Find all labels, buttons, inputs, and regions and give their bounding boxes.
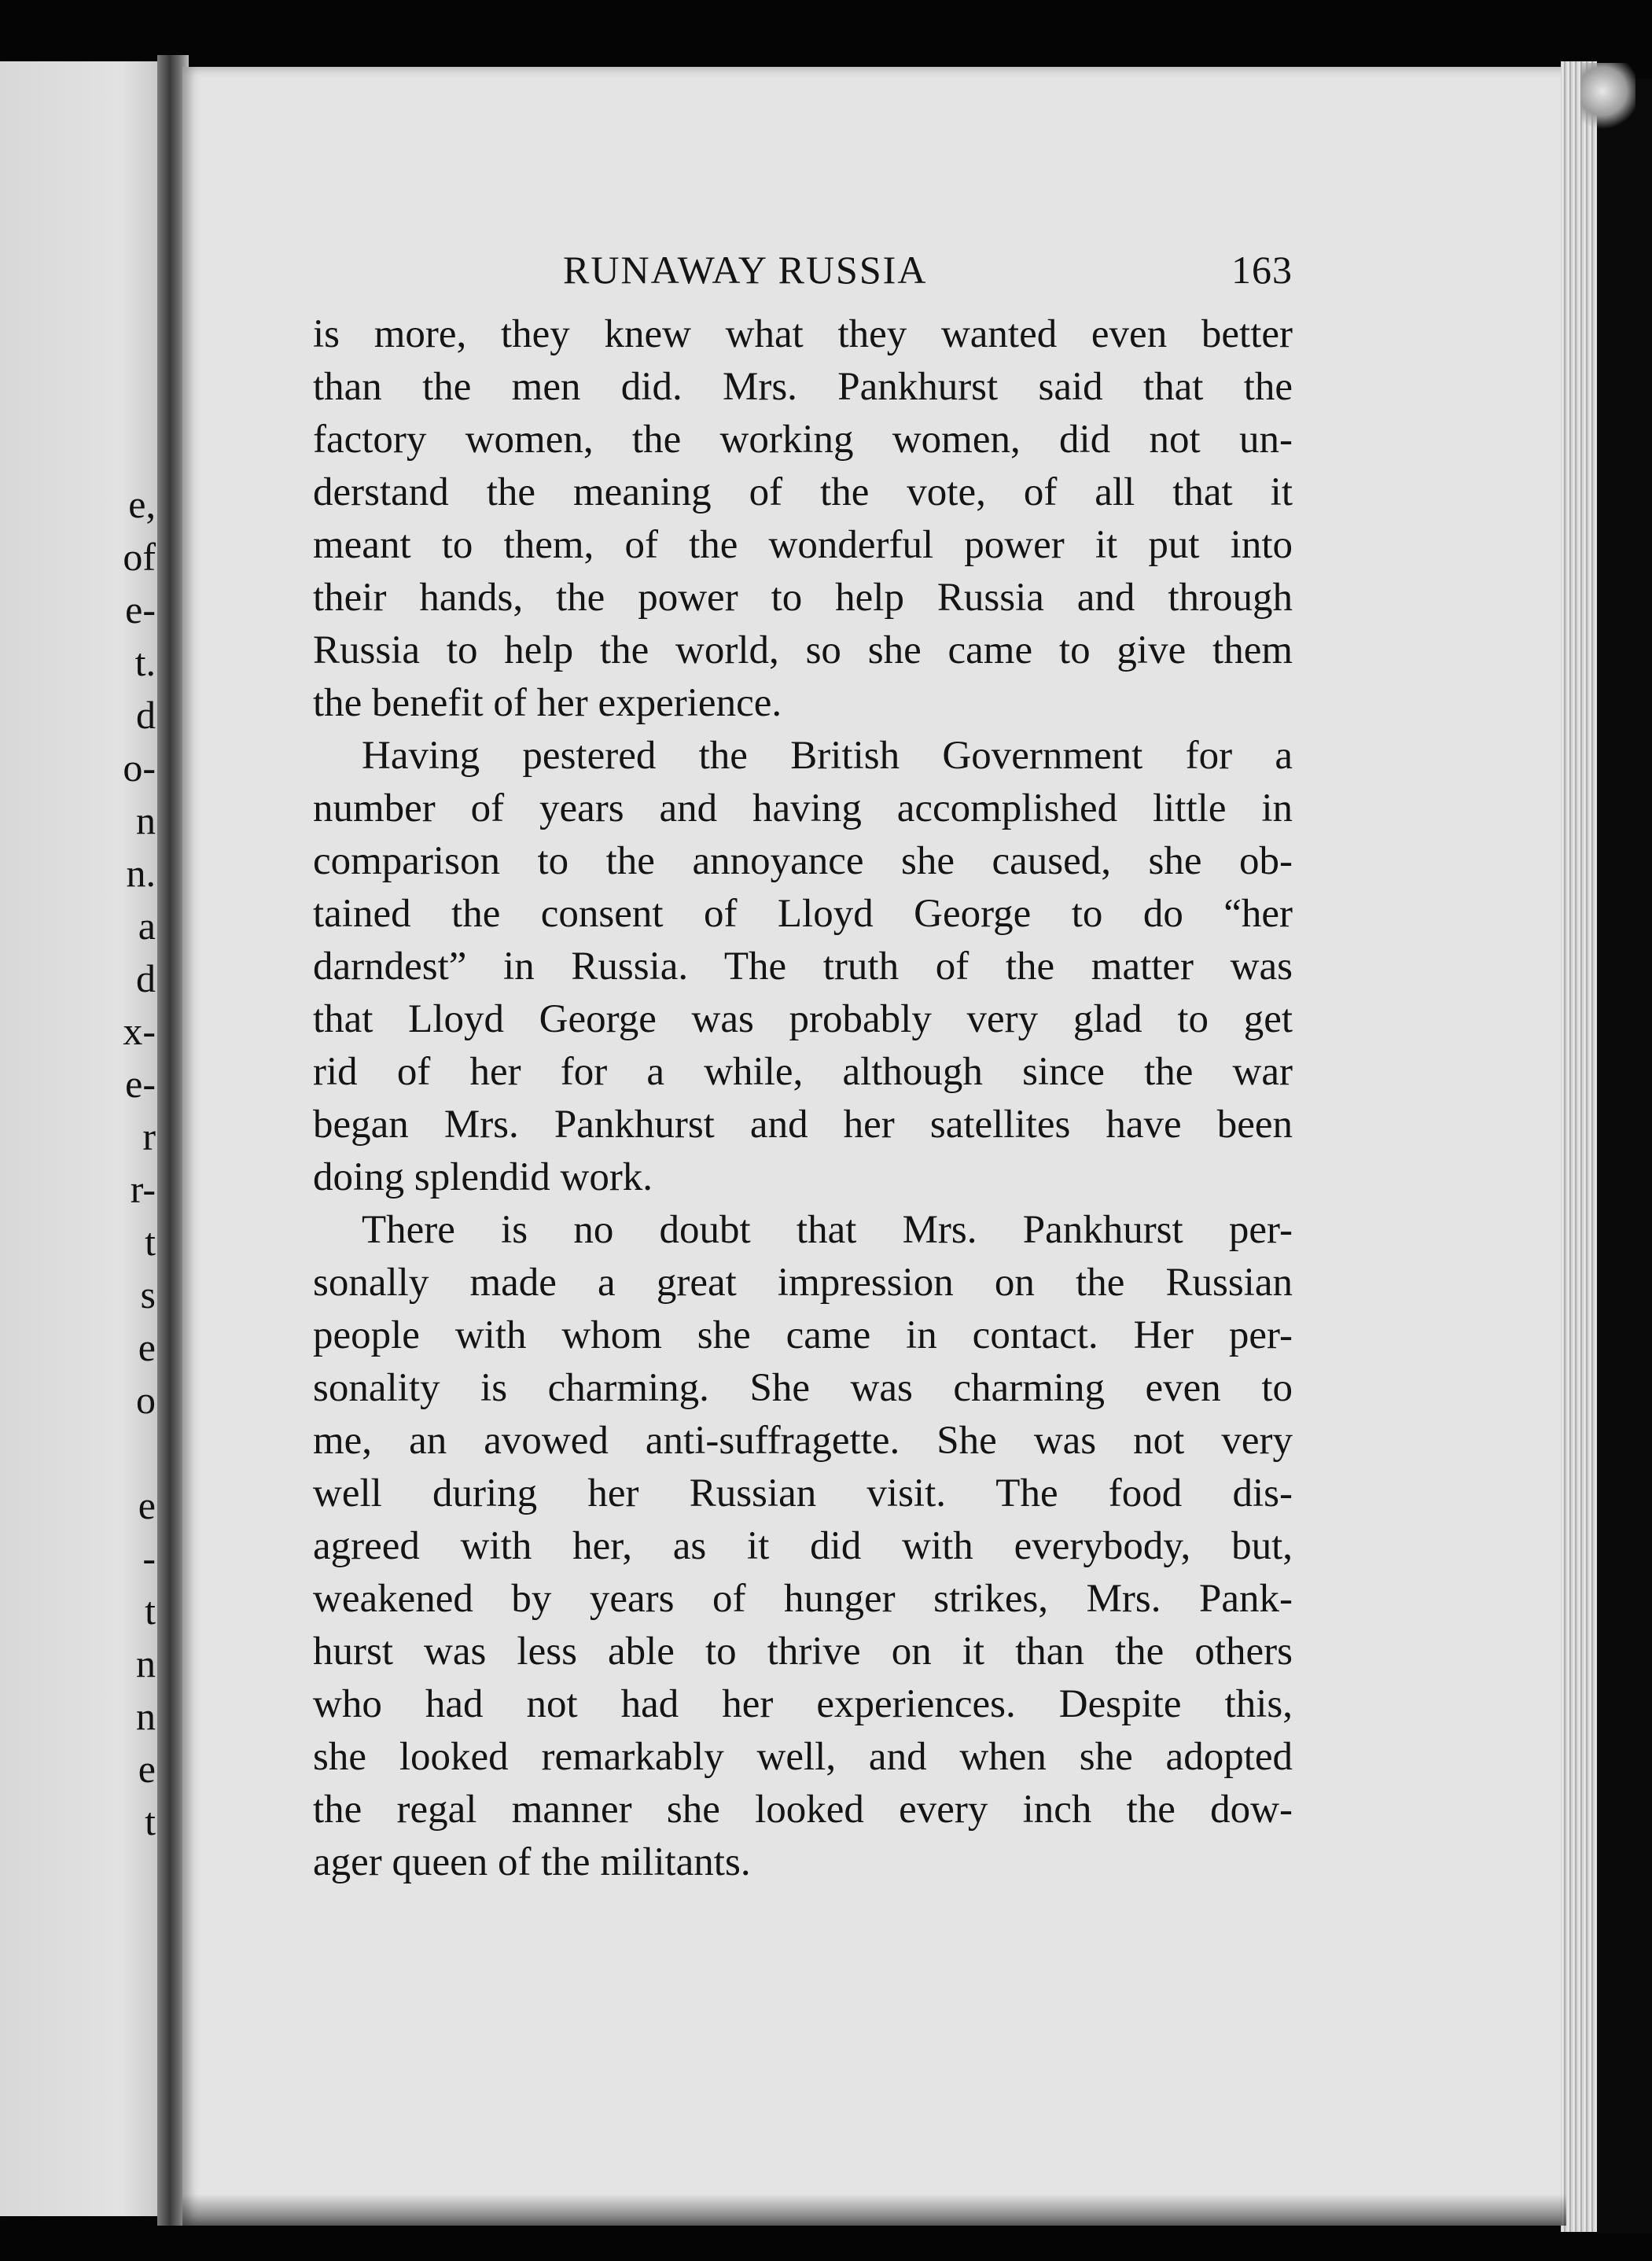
left-page-fragment: r- (130, 1167, 156, 1211)
page-edges (1561, 61, 1597, 2232)
running-head-title: RUNAWAY RUSSIA (563, 248, 928, 292)
page-number: 163 (1231, 248, 1293, 292)
left-facing-page (0, 61, 175, 2216)
left-page-fragment: t (145, 1220, 156, 1264)
left-page-fragment: n (136, 1641, 156, 1685)
left-page-fragment: of (123, 535, 156, 579)
text-line: comparison to the annoyance she caused, she ob- (313, 839, 1293, 883)
left-page-fragment: t (145, 1589, 156, 1633)
left-page-fragment: a (138, 904, 156, 948)
text-line: rid of her for a while, although since the war (313, 1050, 1293, 1094)
text-line: There is no doubt that Mrs. Pankhurst per- (362, 1208, 1293, 1252)
left-page-fragment: r (142, 1114, 156, 1158)
text-line: than the men did. Mrs. Pankhurst said that the (313, 365, 1293, 409)
left-page-fragment: t (145, 1799, 156, 1843)
paragraph (313, 730, 1293, 1204)
left-page-fragment: e- (125, 587, 156, 632)
text-line: the regal manner she looked every inch the dow- (313, 1788, 1293, 1832)
text-line: number of years and having accomplished little in (313, 786, 1293, 830)
running-head (313, 236, 1293, 308)
text-line: people with whom she came in contact. Her per- (313, 1313, 1293, 1357)
text-line: sonally made a great impression on the Russian (313, 1261, 1293, 1305)
background-edge (1597, 79, 1652, 2233)
text-line: who had not had her experiences. Despite this, (313, 1682, 1293, 1726)
text-line: that Lloyd George was probably very glad to get (313, 997, 1293, 1041)
left-page-fragment: o (136, 1378, 156, 1422)
text-line: hurst was less able to thrive on it than the others (313, 1629, 1293, 1674)
left-page-fragment: s (140, 1272, 156, 1316)
page-text-block (313, 236, 1293, 1889)
text-line: Russia to help the world, so she came to give them (313, 628, 1293, 672)
text-line: sonality is charming. She was charming even to (313, 1366, 1293, 1410)
paragraph (313, 1204, 1293, 1889)
left-page-fragment: e- (125, 1062, 156, 1106)
text-line: tained the consent of Lloyd George to do “her (313, 892, 1293, 936)
text-line: derstand the meaning of the vote, of all that it (313, 470, 1293, 514)
left-page-fragment: n (136, 798, 156, 842)
text-line: their hands, the power to help Russia and through (313, 576, 1293, 620)
left-page-fragment: e (138, 1325, 156, 1369)
text-line: is more, they knew what they wanted even better (313, 312, 1293, 356)
text-line: agreed with her, as it did with everybody, but, (313, 1524, 1293, 1568)
text-line: doing splendid work. (313, 1155, 653, 1199)
text-line: factory women, the working women, did not un- (313, 418, 1293, 462)
text-line: began Mrs. Pankhurst and her satellites have been (313, 1103, 1293, 1147)
text-line: me, an avowed anti-suffragette. She was not very (313, 1419, 1293, 1463)
left-page-fragment: n. (126, 851, 156, 895)
page-corner-damage (1580, 63, 1635, 134)
text-line: ager queen of the militants. (313, 1840, 751, 1884)
left-page-fragment: d (136, 956, 156, 1000)
body-text (313, 308, 1293, 1889)
left-page-fragment: x- (123, 1009, 156, 1053)
left-page-fragment: n (136, 1694, 156, 1738)
text-line: darndest” in Russia. The truth of the matter was (313, 945, 1293, 989)
text-line: she looked remarkably well, and when she adopted (313, 1735, 1293, 1779)
text-line: meant to them, of the wonderful power it put into (313, 523, 1293, 567)
text-line: well during her Russian visit. The food dis- (313, 1471, 1293, 1515)
left-page-fragment: e (138, 1483, 156, 1527)
text-line: the benefit of her experience. (313, 681, 782, 725)
paragraph (313, 308, 1293, 730)
left-page-fragment: o- (123, 746, 156, 790)
left-page-fragment: e, (128, 482, 156, 526)
left-page-fragment: e (138, 1747, 156, 1791)
text-line: weakened by years of hunger strikes, Mrs. Pank- (313, 1577, 1293, 1621)
left-page-fragment: - (142, 1536, 156, 1580)
text-line: Having pestered the British Government for a (362, 734, 1293, 778)
page-bottom-shadow (182, 2194, 1566, 2226)
left-page-fragment: t. (134, 640, 156, 684)
left-page-fragment: d (136, 693, 156, 737)
